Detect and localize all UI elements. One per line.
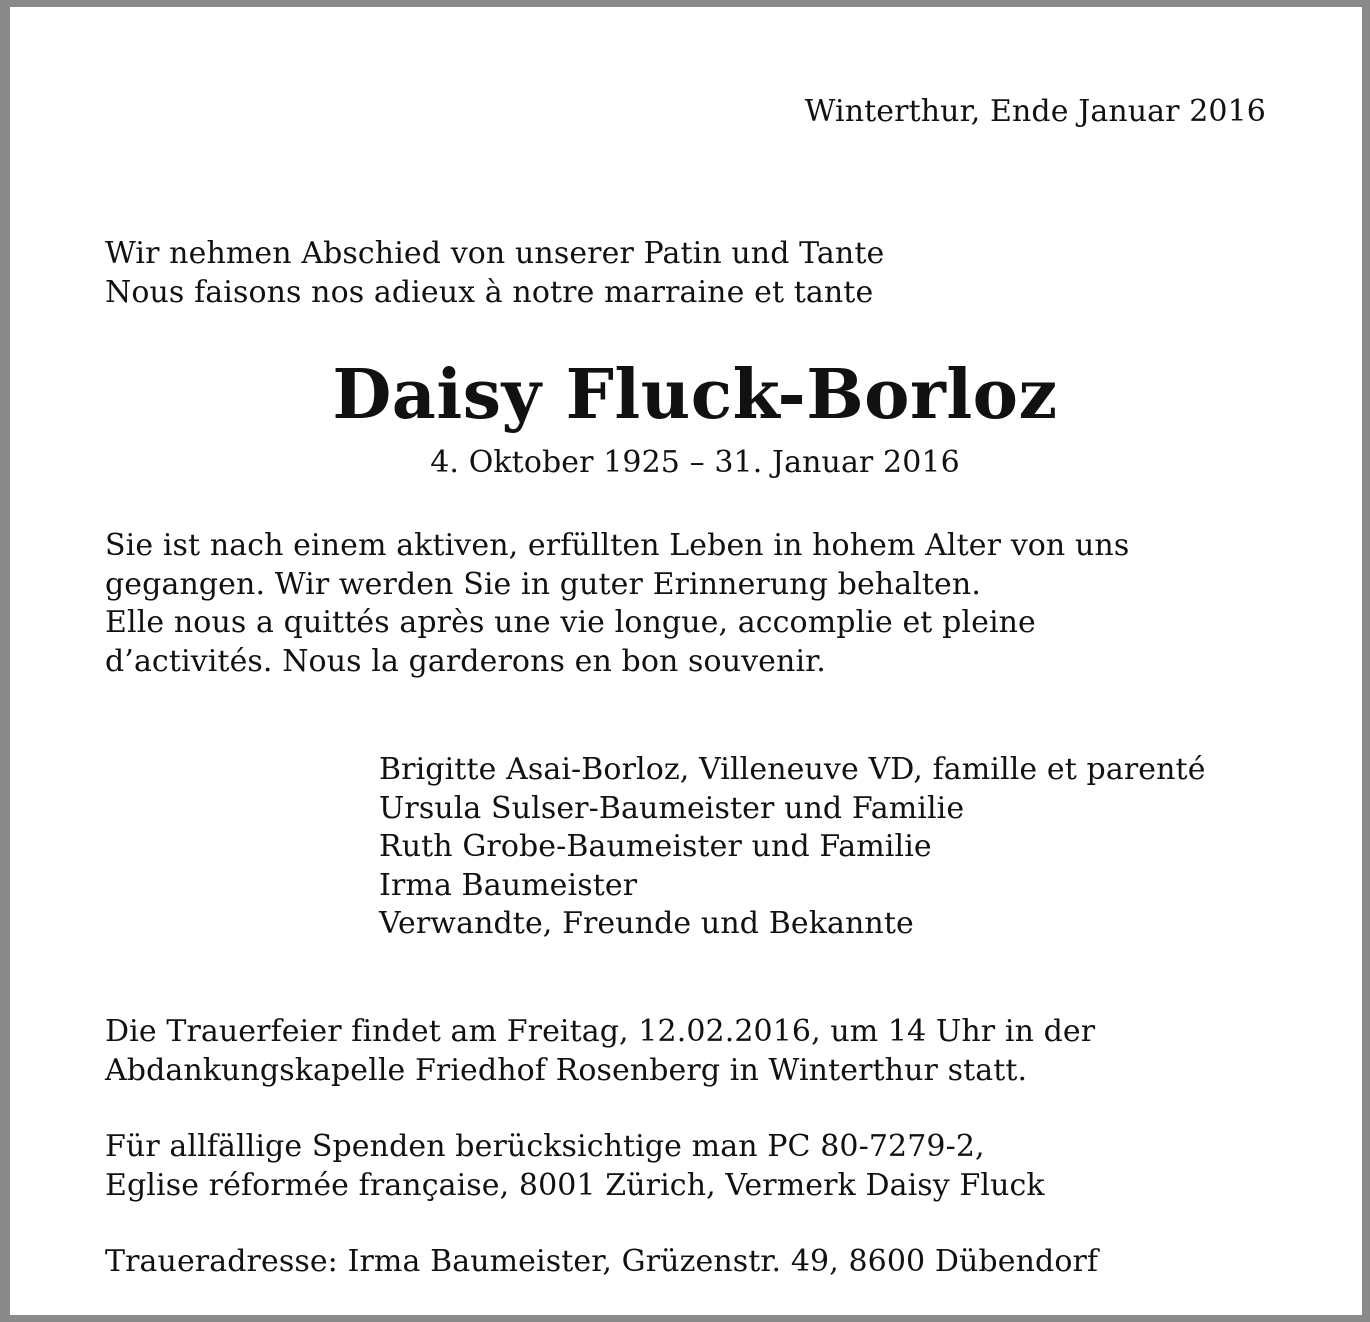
message-line: d’activités. Nous la garderons en bon souvenir. — [105, 643, 826, 679]
place-date: Winterthur, Ende Januar 2016 — [804, 94, 1266, 129]
message-line: Sie ist nach einem aktiven, erfüllten Leben in hohem Alter von uns — [105, 528, 1130, 563]
donation-info — [105, 1128, 1045, 1205]
mourner-entry: Ruth Grobe-Baumeister und Familie — [379, 829, 932, 864]
intro-line-de: Wir nehmen Abschied von unserer Patin und Tante — [105, 236, 885, 271]
farewell-message — [105, 527, 1129, 681]
deceased-name: Daisy Fluck-Borloz — [332, 355, 1058, 435]
mourner-entry: Irma Baumeister — [379, 867, 638, 903]
ceremony-line: Die Trauerfeier findet am Freitag, 12.02.2016, um 14 Uhr in der — [105, 1014, 1096, 1049]
intro-text — [105, 235, 884, 312]
ceremony-line: Abdankungskapelle Friedhof Rosenberg in Winterthur statt. — [105, 1052, 1028, 1088]
mourner-entry: Verwandte, Freunde und Bekannte — [379, 906, 914, 941]
mourner-entry: Ursula Sulser-Baumeister und Familie — [379, 790, 965, 826]
donation-line: Eglise réformée française, 8001 Zürich, Vermerk Daisy Fluck — [105, 1167, 1045, 1203]
message-line: Elle nous a quittés après une vie longue, accomplie et pleine — [105, 605, 1036, 640]
life-dates: 4. Oktober 1925 – 31. Januar 2016 — [430, 445, 960, 480]
intro-line-fr: Nous faisons nos adieux à notre marraine et tante — [105, 274, 874, 310]
mourners-list — [379, 751, 1206, 944]
donation-line: Für allfällige Spenden berücksichtige man PC 80-7279-2, — [105, 1129, 985, 1164]
message-line: gegangen. Wir werden Sie in guter Erinnerung behalten. — [105, 566, 981, 602]
ceremony-info — [105, 1013, 1095, 1090]
mourning-address: Traueradresse: Irma Baumeister, Grüzenstr. 49, 8600 Dübendorf — [105, 1244, 1099, 1279]
mourner-entry: Brigitte Asai-Borloz, Villeneuve VD, famille et parenté — [379, 752, 1206, 787]
